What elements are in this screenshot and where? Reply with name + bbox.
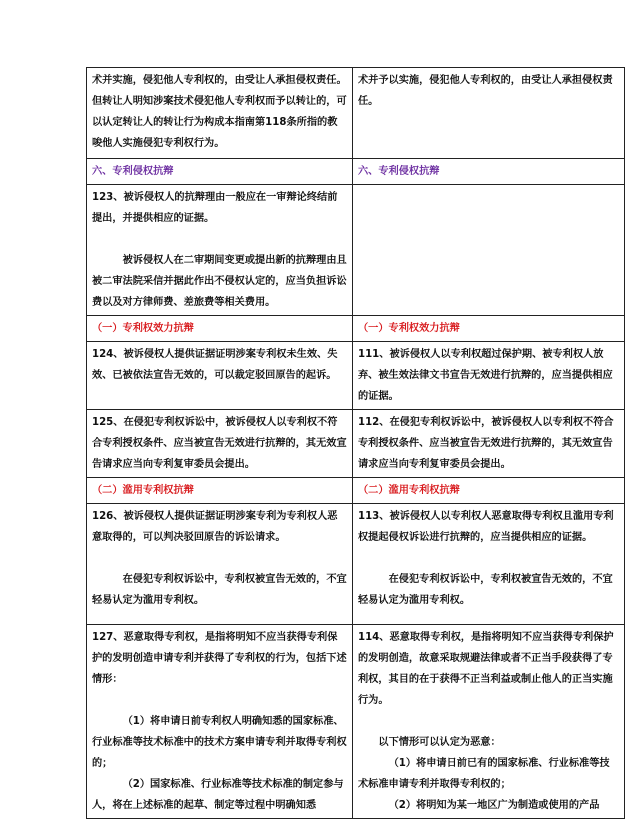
- cell-left: [87, 410, 353, 478]
- paragraph: 114、恶意取得专利权，是指将明知不应当获得专利保护的发明创造，故意采取规避法律或者不正当手段获得了专利权，其目的在于获得不正当利益或制止他人的正当实施行为。: [358, 632, 614, 706]
- paragraph: （2）国家标准、行业标准等技术标准的制定参与人，将在上述标准的起草、制定等过程中明确知悉: [92, 779, 344, 811]
- paragraph: （1）将申请日前专利权人明确知悉的国家标准、行业标准等技术标准中的技术方案申请专利并取得专利权的；: [92, 716, 347, 769]
- table-row: [87, 410, 625, 478]
- cell-right-empty: [353, 185, 625, 316]
- paragraph: 125、在侵犯专利权诉讼中，被诉侵权人以专利权不符合专利授权条件、应当被宣告无效进行抗辩的，其无效宣告请求应当向专利复审委员会提出。: [92, 417, 347, 470]
- paragraph: （1）将申请日前已有的国家标准、行业标准等技术标准申请专利并取得专利权的；: [358, 758, 610, 790]
- section-title-right: 六、专利侵权抗辩: [353, 159, 625, 185]
- section-title-left: 六、专利侵权抗辩: [87, 159, 353, 185]
- cell-right: [353, 625, 625, 819]
- paragraph: 在侵犯专利权诉讼中，专利权被宣告无效的，不宜轻易认定为滥用专利权。: [358, 574, 613, 606]
- subsection-header-row: [87, 316, 625, 342]
- table-row: [87, 625, 625, 819]
- table-row: [87, 68, 625, 159]
- paragraph: 127、恶意取得专利权，是指将明知不应当获得专利保护的发明创造申请专利并获得了专利权的行为，包括下述情形：: [92, 632, 347, 685]
- table-row: [87, 504, 625, 625]
- subsection-header-row: [87, 478, 625, 504]
- cell-right: [353, 410, 625, 478]
- paragraph: （2）将明知为某一地区广为制造或使用的产品: [388, 800, 600, 811]
- paragraph: 126、被诉侵权人提供证据证明涉案专利为专利权人恶意取得的，可以判决驳回原告的诉讼请求。: [92, 511, 338, 543]
- cell-left: [87, 185, 353, 316]
- table-row: [87, 185, 625, 316]
- cell-right: [353, 342, 625, 410]
- paragraph: 113、被诉侵权人以专利权人恶意取得专利权且滥用专利权提起侵权诉讼进行抗辩的，应当提供相应的证据。: [358, 511, 614, 543]
- paragraph: 术并实施，侵犯他人专利权的，由受让人承担侵权责任。但转让人明知涉案技术侵犯他人专利权而予以转让的，可以认定转让人的转让行为构成本指南第118条所指的教唆他人实施侵犯专利权行为。: [92, 75, 347, 149]
- table-row: [87, 342, 625, 410]
- paragraph: 123、被诉侵权人的抗辩理由一般应在一审辩论终结前提出，并提供相应的证据。: [92, 192, 338, 224]
- subsection-title-right: （二）滥用专利权抗辩: [353, 478, 625, 504]
- paragraph: 以下情形可以认定为恶意：: [378, 737, 501, 748]
- cell-right: [353, 504, 625, 625]
- paragraph: 111、被诉侵权人以专利权超过保护期、被专利权人放弃、被生效法律文书宣告无效进行抗辩的，应当提供相应的证据。: [358, 349, 613, 402]
- cell-left: [87, 504, 353, 625]
- paragraph: 术并予以实施，侵犯他人专利权的，由受让人承担侵权责任。: [358, 75, 613, 107]
- paragraph: 124、被诉侵权人提供证据证明涉案专利权未生效、失效、已被依法宣告无效的，可以裁定驳回原告的起诉。: [92, 349, 338, 381]
- subsection-title-left: （一）专利权效力抗辩: [87, 316, 353, 342]
- comparison-table: [86, 67, 625, 819]
- subsection-title-right: （一）专利权效力抗辩: [353, 316, 625, 342]
- cell-left: [87, 68, 353, 159]
- paragraph: 112、在侵犯专利权诉讼中，被诉侵权人以专利权不符合专利授权条件、应当被宣告无效进行抗辩的，其无效宣告请求应当向专利复审委员会提出。: [358, 417, 614, 470]
- paragraph: 被诉侵权人在二审期间变更或提出新的抗辩理由且被二审法院采信并据此作出不侵权认定的，应当负担诉讼费以及对方律师费、差旅费等相关费用。: [92, 255, 347, 308]
- cell-left: [87, 625, 353, 819]
- subsection-title-left: （二）滥用专利权抗辩: [87, 478, 353, 504]
- paragraph: 在侵犯专利权诉讼中，专利权被宣告无效的，不宜轻易认定为滥用专利权。: [92, 574, 347, 606]
- cell-right: [353, 68, 625, 159]
- cell-left: [87, 342, 353, 410]
- section-header-row: [87, 159, 625, 185]
